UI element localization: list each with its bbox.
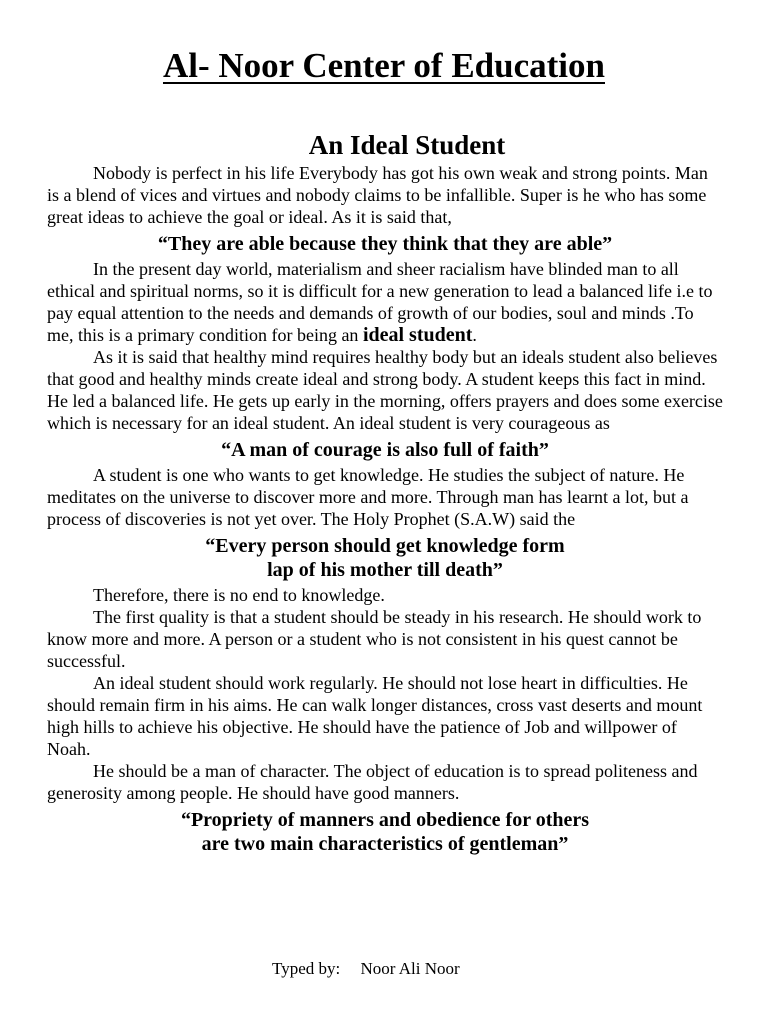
paragraph: Nobody is perfect in his life Everybody has got his own weak and strong points. Man is a blend of vices and virtues and nobody claims to be infallible. Super is he who has some great ideas to achieve the goal or ideal. As it is said that, [47,163,708,227]
paragraph-text: In the present day world, materialism and sheer racialism have blinded man to all ethical and spiritual norms, so it is difficult for a new generation to lead a balanced life i.e to pay equal attention to the needs and demands of growth of our bodies, soul and minds .To me, this is a primary condition for being an [47,259,713,345]
quote: “Every person should get knowledge form [205,535,565,557]
paragraph: A student is one who wants to get knowledge. He studies the subject of nature. He meditates on the universe to discover more and more. Through man has learnt a lot, but a process of discoveries is not yet over. The Holy Prophet (S.A.W) said the [47,465,689,529]
paragraph: Therefore, there is no end to knowledge. [93,585,385,605]
paragraph-end: . [472,325,477,345]
typed-by-label: Typed by: [272,959,341,978]
paragraph: As it is said that healthy mind requires healthy body but an ideals student also believes that good and healthy minds create ideal and strong body. A student keeps this fact in mind. He led a balanced life. He gets up early in the morning, offers prayers and does some exercise which is necessary for an ideal student. An ideal student is very courageous as [47,347,723,433]
paragraph: He should be a man of character. The object of education is to spread politeness and generosity among people. He should have good manners. [47,761,698,803]
quote: are two main characteristics of gentleman” [201,833,569,855]
quote: “A man of courage is also full of faith” [221,439,549,461]
paragraph [47,258,723,346]
paragraph: The first quality is that a student should be steady in his research. He should work to know more and more. A person or a student who is not consistent in his quest cannot be successful. [47,607,702,671]
document-title: Al- Noor Center of Education [162,46,605,85]
typed-by-line [272,958,460,980]
quote: “Propriety of manners and obedience for others [180,809,590,831]
typed-by-name: Noor Ali Noor [360,959,460,978]
quote: lap of his mother till death” [267,559,503,581]
paragraph: An ideal student should work regularly. He should not lose heart in difficulties. He should remain firm in his aims. He can walk longer distances, cross vast deserts and mount high hills to achieve his objective. He should have the patience of Job and willpower of Noah. [47,673,703,759]
emphasis-text: ideal student [362,324,473,346]
essay-title: An Ideal Student [308,130,506,160]
essay-body [47,162,723,858]
quote: “They are able because they think that they are able” [157,233,613,255]
